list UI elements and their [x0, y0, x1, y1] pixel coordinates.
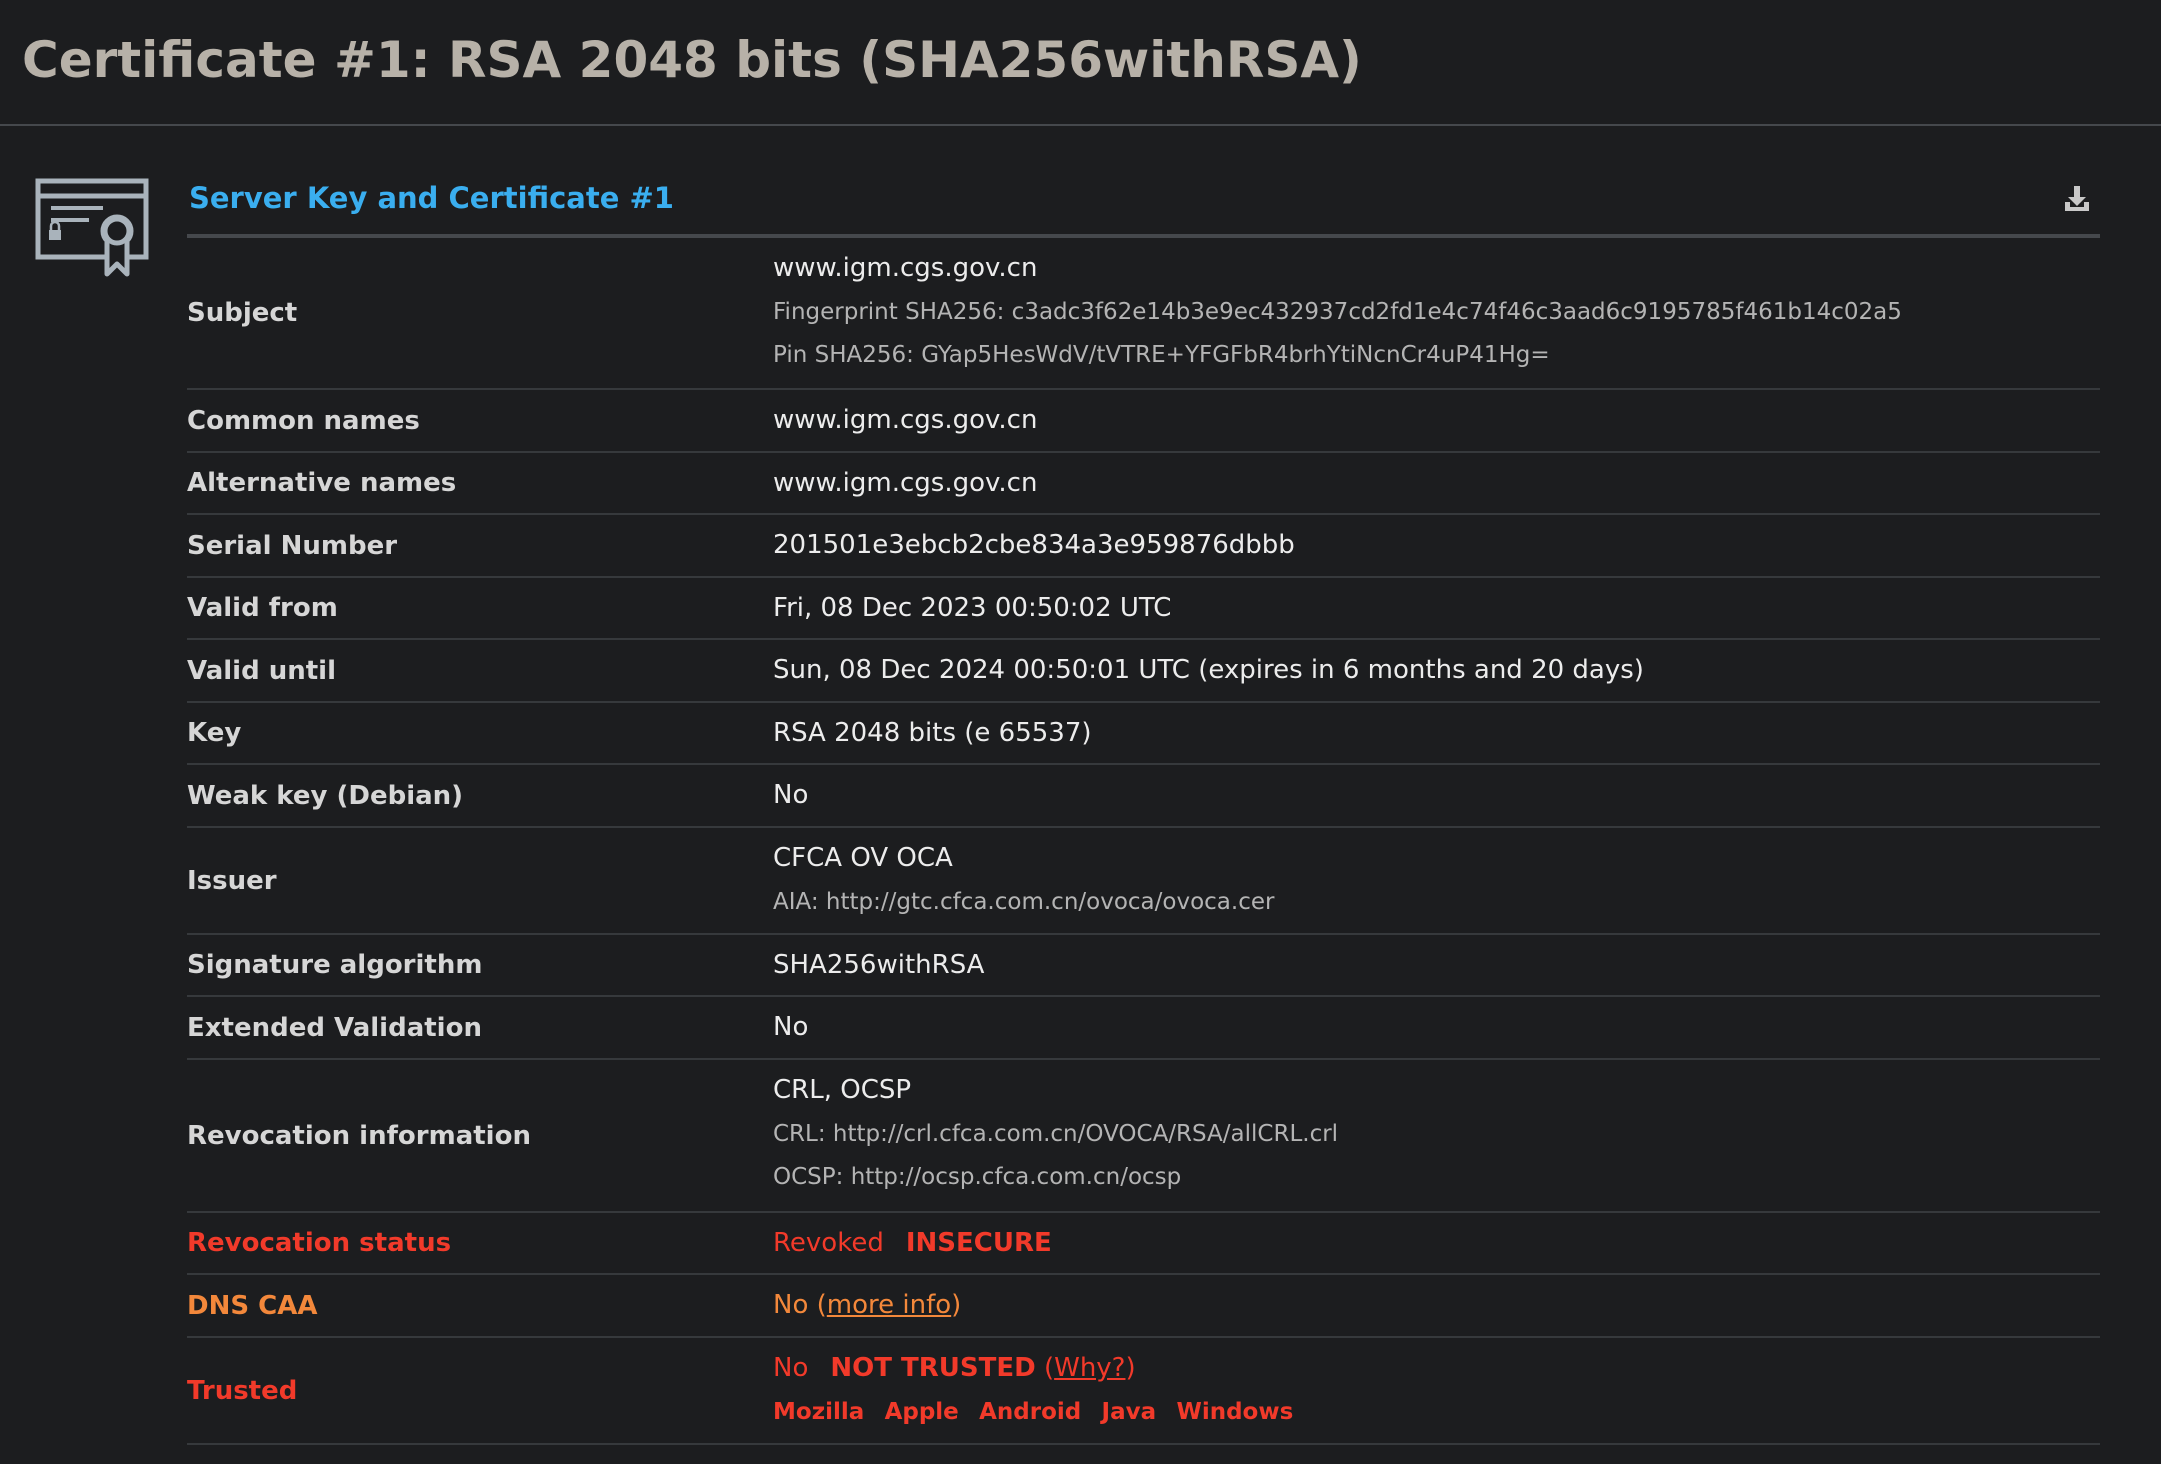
row-key [187, 703, 2100, 765]
label-common-names: Common names [187, 405, 420, 436]
label-subject: Subject [187, 298, 298, 328]
download-icon[interactable] [2062, 184, 2092, 214]
label-signature-algorithm: Signature algorithm [187, 950, 483, 980]
row-valid-from [187, 578, 2100, 640]
why-link[interactable]: Why? [1054, 1353, 1126, 1383]
label-valid-from: Valid from [187, 593, 338, 623]
subject-fingerprint: Fingerprint SHA256: c3adc3f62e14b3e9ec432937cd2fd1e4c74f46c3aad6c9195785f461b14c02a5 [773, 299, 1902, 325]
label-alternative-names: Alternative names [187, 468, 457, 498]
label-revocation-status: Revocation status [187, 1228, 452, 1258]
alternative-names-value: www.igm.cgs.gov.cn [773, 468, 1038, 498]
row-common-names [187, 390, 2100, 453]
signature-algorithm-value: SHA256withRSA [773, 950, 985, 980]
subject-value: www.igm.cgs.gov.cn [773, 253, 1038, 283]
label-trusted: Trusted [187, 1375, 298, 1406]
label-weak-key: Weak key (Debian) [187, 780, 464, 811]
certificate-icon [35, 178, 151, 282]
not-trusted-badge: NOT TRUSTED [830, 1353, 1036, 1383]
row-subject [187, 238, 2100, 390]
section-header [187, 170, 2100, 238]
store-mozilla: Mozilla [773, 1399, 865, 1425]
section-title: Server Key and Certificate #1 [189, 181, 674, 215]
serial-number-value: 201501e3ebcb2cbe834a3e959876dbbb [773, 530, 1295, 560]
row-revocation-status [187, 1213, 2100, 1275]
key-value: RSA 2048 bits (e 65537) [773, 718, 1092, 748]
issuer-value: CFCA OV OCA [773, 843, 953, 873]
common-names-value: www.igm.cgs.gov.cn [773, 405, 1038, 435]
row-dns-caa [187, 1275, 2100, 1338]
label-key: Key [187, 718, 242, 748]
certificate-section [187, 170, 2100, 1445]
row-weak-key [187, 765, 2100, 828]
more-info-link[interactable]: more info [826, 1290, 952, 1320]
store-windows: Windows [1176, 1399, 1294, 1425]
revocation-information-value: CRL, OCSP [773, 1075, 912, 1105]
valid-from-value: Fri, 08 Dec 2023 00:50:02 UTC [773, 593, 1172, 623]
dns-caa-value: No [773, 1290, 809, 1320]
dns-caa-open-paren: ( [808, 1290, 827, 1320]
store-apple: Apple [884, 1399, 959, 1425]
trusted-value: No [773, 1353, 809, 1383]
trusted-open-paren: ( [1035, 1353, 1055, 1383]
revocation-crl: CRL: http://crl.cfca.com.cn/OVOCA/RSA/allCRL.crl [773, 1121, 1339, 1147]
label-serial-number: Serial Number [187, 530, 398, 561]
row-extended-validation [187, 997, 2100, 1060]
label-valid-until: Valid until [187, 655, 337, 686]
page-header [0, 0, 2161, 126]
revocation-ocsp: OCSP: http://ocsp.cfca.com.cn/ocsp [773, 1164, 1182, 1190]
label-revocation-information: Revocation information [187, 1120, 531, 1151]
store-java: Java [1101, 1399, 1157, 1425]
row-serial-number [187, 515, 2100, 578]
row-valid-until [187, 640, 2100, 703]
page-title: Certificate #1: RSA 2048 bits (SHA256withRSA) [22, 31, 1362, 89]
subject-pin: Pin SHA256: GYap5HesWdV/tVTRE+YFGFbR4brhYtiNcnCr4uP41Hg= [773, 342, 1550, 368]
label-issuer: Issuer [187, 865, 277, 896]
label-extended-validation: Extended Validation [187, 1012, 482, 1043]
row-signature-algorithm [187, 935, 2100, 997]
valid-until-value: Sun, 08 Dec 2024 00:50:01 UTC (expires in 6 months and 20 days) [773, 655, 1644, 685]
label-dns-caa: DNS CAA [187, 1290, 318, 1321]
dns-caa-close-paren: ) [951, 1290, 962, 1320]
row-issuer [187, 828, 2100, 935]
row-alternative-names [187, 453, 2100, 515]
issuer-aia: AIA: http://gtc.cfca.com.cn/ovoca/ovoca.cer [773, 889, 1275, 915]
row-revocation-information [187, 1060, 2100, 1213]
row-trusted [187, 1338, 2100, 1445]
extended-validation-value: No [773, 1012, 809, 1042]
store-android: Android [979, 1399, 1082, 1425]
weak-key-value: No [773, 780, 809, 810]
trusted-close-paren: ) [1125, 1353, 1136, 1383]
trust-stores [773, 1397, 2100, 1427]
revocation-status-value: Revoked [773, 1228, 884, 1258]
insecure-badge: INSECURE [905, 1228, 1052, 1258]
